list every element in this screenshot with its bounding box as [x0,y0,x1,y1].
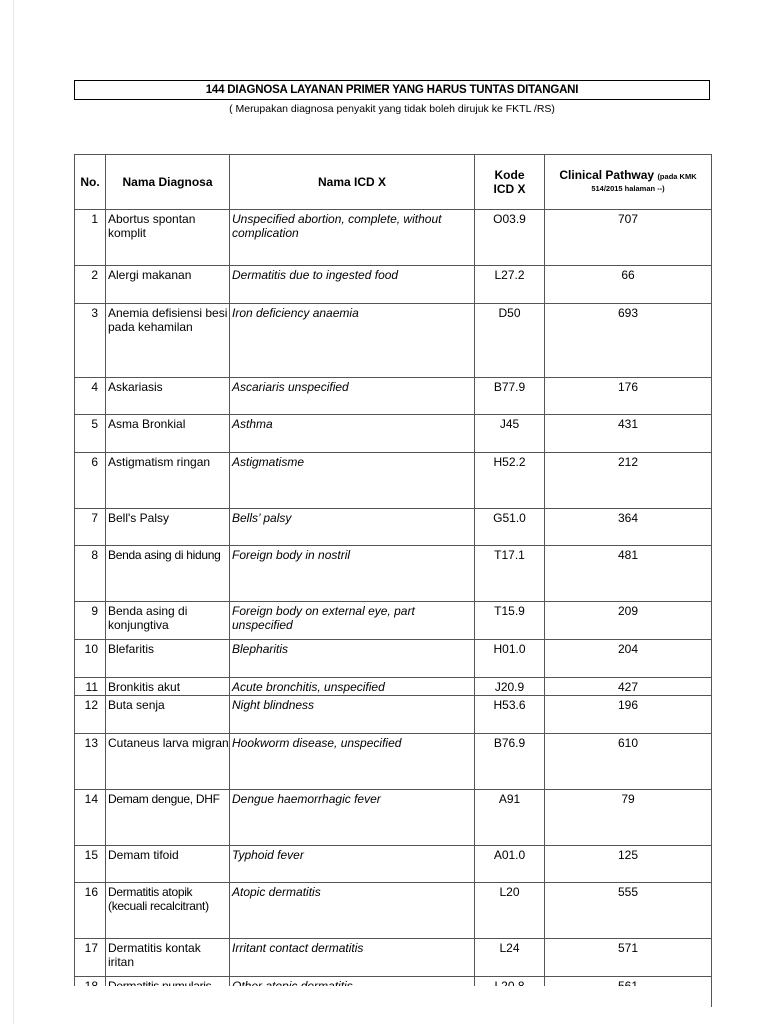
row-clinical-pathway: 196 [545,696,712,734]
row-nama-diagnosa: Asma Bronkial [106,415,230,453]
row-nama-diagnosa: Blefaritis [106,640,230,678]
row-no: 7 [75,509,106,546]
row-nama-diagnosa: Benda asing di hidung [106,546,230,602]
row-kode-icd: A91 [475,790,545,846]
row-kode-icd: B77.9 [475,378,545,415]
row-nama-icd: Typhoid fever [230,846,475,883]
row-kode-icd: D50 [475,304,545,378]
table-row [75,602,712,640]
table-row [75,304,712,378]
row-kode-icd: O03.9 [475,210,545,266]
row-nama-diagnosa: Alergi makanan [106,266,230,304]
row-kode-icd: B76.9 [475,734,545,790]
diagnosis-table [74,154,712,1007]
row-kode-icd: L24 [475,939,545,977]
table-row [75,509,712,546]
row-clinical-pathway: 79 [545,790,712,846]
row-no: 4 [75,378,106,415]
table-row [75,546,712,602]
table-row [75,266,712,304]
row-nama-icd: Ascariaris unspecified [230,378,475,415]
row-nama-diagnosa: Benda asing di konjungtiva [106,602,230,640]
row-nama-diagnosa: Bell's Palsy [106,509,230,546]
row-clinical-pathway: 66 [545,266,712,304]
table-row [75,453,712,509]
row-no: 1 [75,210,106,266]
row-no: 3 [75,304,106,378]
header-no: No. [75,155,106,210]
row-clinical-pathway: 693 [545,304,712,378]
row-clinical-pathway: 212 [545,453,712,509]
table-row [75,415,712,453]
page-bottom-mask [74,986,711,1024]
row-nama-icd: Foreign body on external eye, part unspecified [230,602,475,640]
row-kode-icd: H52.2 [475,453,545,509]
row-kode-icd: H01.0 [475,640,545,678]
row-clinical-pathway: 610 [545,734,712,790]
row-clinical-pathway: 481 [545,546,712,602]
table-row [75,939,712,977]
row-kode-icd: A01.0 [475,846,545,883]
table-row [75,640,712,678]
row-nama-icd: Dermatitis due to ingested food [230,266,475,304]
row-clinical-pathway: 125 [545,846,712,883]
row-clinical-pathway: 204 [545,640,712,678]
row-nama-diagnosa: Dermatitis kontak iritan [106,939,230,977]
row-no: 11 [75,678,106,696]
row-no: 15 [75,846,106,883]
table-row [75,678,712,696]
row-no: 14 [75,790,106,846]
row-kode-icd: L27.2 [475,266,545,304]
row-clinical-pathway: 209 [545,602,712,640]
row-clinical-pathway: 427 [545,678,712,696]
table-row [75,210,712,266]
row-nama-diagnosa: Demam dengue, DHF [106,790,230,846]
header-kode-icd [475,155,545,210]
row-clinical-pathway: 555 [545,883,712,939]
row-clinical-pathway: 364 [545,509,712,546]
row-nama-diagnosa: Anemia defisiensi besi pada kehamilan [106,304,230,378]
row-clinical-pathway: 707 [545,210,712,266]
row-nama-icd: Atopic dermatitis [230,883,475,939]
row-kode-icd: J45 [475,415,545,453]
header-cp-note-1: (pada KMK [657,172,697,181]
header-clinical-pathway [545,155,712,210]
row-nama-icd: Acute bronchitis, unspecified [230,678,475,696]
page-title: 144 DIAGNOSA LAYANAN PRIMER YANG HARUS TUNTAS DITANGANI [74,80,710,100]
row-kode-icd: J20.9 [475,678,545,696]
row-no: 10 [75,640,106,678]
row-no: 12 [75,696,106,734]
row-kode-icd: G51.0 [475,509,545,546]
row-nama-icd: Night blindness [230,696,475,734]
table-row [75,734,712,790]
row-kode-icd: L20 [475,883,545,939]
row-nama-icd: Blepharitis [230,640,475,678]
table-header-row [75,155,712,210]
row-kode-icd: H53.6 [475,696,545,734]
row-no: 2 [75,266,106,304]
row-no: 9 [75,602,106,640]
row-no: 16 [75,883,106,939]
row-nama-icd: Asthma [230,415,475,453]
header-cp-note-2: 514/2015 halaman --) [591,184,665,193]
table-row [75,790,712,846]
row-no: 13 [75,734,106,790]
row-no: 5 [75,415,106,453]
row-nama-diagnosa: Bronkitis akut [106,678,230,696]
header-kode-line1: Kode [494,168,525,182]
page-edge-line [13,0,14,1024]
row-nama-diagnosa: Askariasis [106,378,230,415]
row-nama-diagnosa: Demam tifoid [106,846,230,883]
row-nama-icd: Hookworm disease, unspecified [230,734,475,790]
row-nama-icd: Dengue haemorrhagic fever [230,790,475,846]
table-row [75,696,712,734]
row-clinical-pathway: 431 [545,415,712,453]
page-subtitle: ( Merupakan diagnosa penyakit yang tidak boleh dirujuk ke FKTL /RS) [229,103,555,115]
row-nama-diagnosa: Cutaneus larva migran [106,734,230,790]
row-no: 8 [75,546,106,602]
row-nama-diagnosa: Dermatitis atopik (kecuali recalcitrant) [106,883,230,939]
header-nama-diagnosa: Nama Diagnosa [106,155,230,210]
row-no: 6 [75,453,106,509]
row-nama-diagnosa: Abortus spontan komplit [106,210,230,266]
row-clinical-pathway: 571 [545,939,712,977]
row-no: 17 [75,939,106,977]
table-row [75,883,712,939]
row-nama-icd: Astigmatisme [230,453,475,509]
row-nama-icd: Unspecified abortion, complete, without complication [230,210,475,266]
row-nama-icd: Irritant contact dermatitis [230,939,475,977]
row-kode-icd: T15.9 [475,602,545,640]
header-cp-label: Clinical Pathway [559,168,655,182]
row-nama-diagnosa: Buta senja [106,696,230,734]
row-nama-icd: Iron deficiency anaemia [230,304,475,378]
row-clinical-pathway: 176 [545,378,712,415]
row-nama-icd: Bells’ palsy [230,509,475,546]
row-nama-icd: Foreign body in nostril [230,546,475,602]
header-nama-icd: Nama ICD X [230,155,475,210]
table-row [75,378,712,415]
row-nama-diagnosa: Astigmatism ringan [106,453,230,509]
table-row [75,846,712,883]
row-kode-icd: T17.1 [475,546,545,602]
header-kode-line2: ICD X [493,182,526,196]
